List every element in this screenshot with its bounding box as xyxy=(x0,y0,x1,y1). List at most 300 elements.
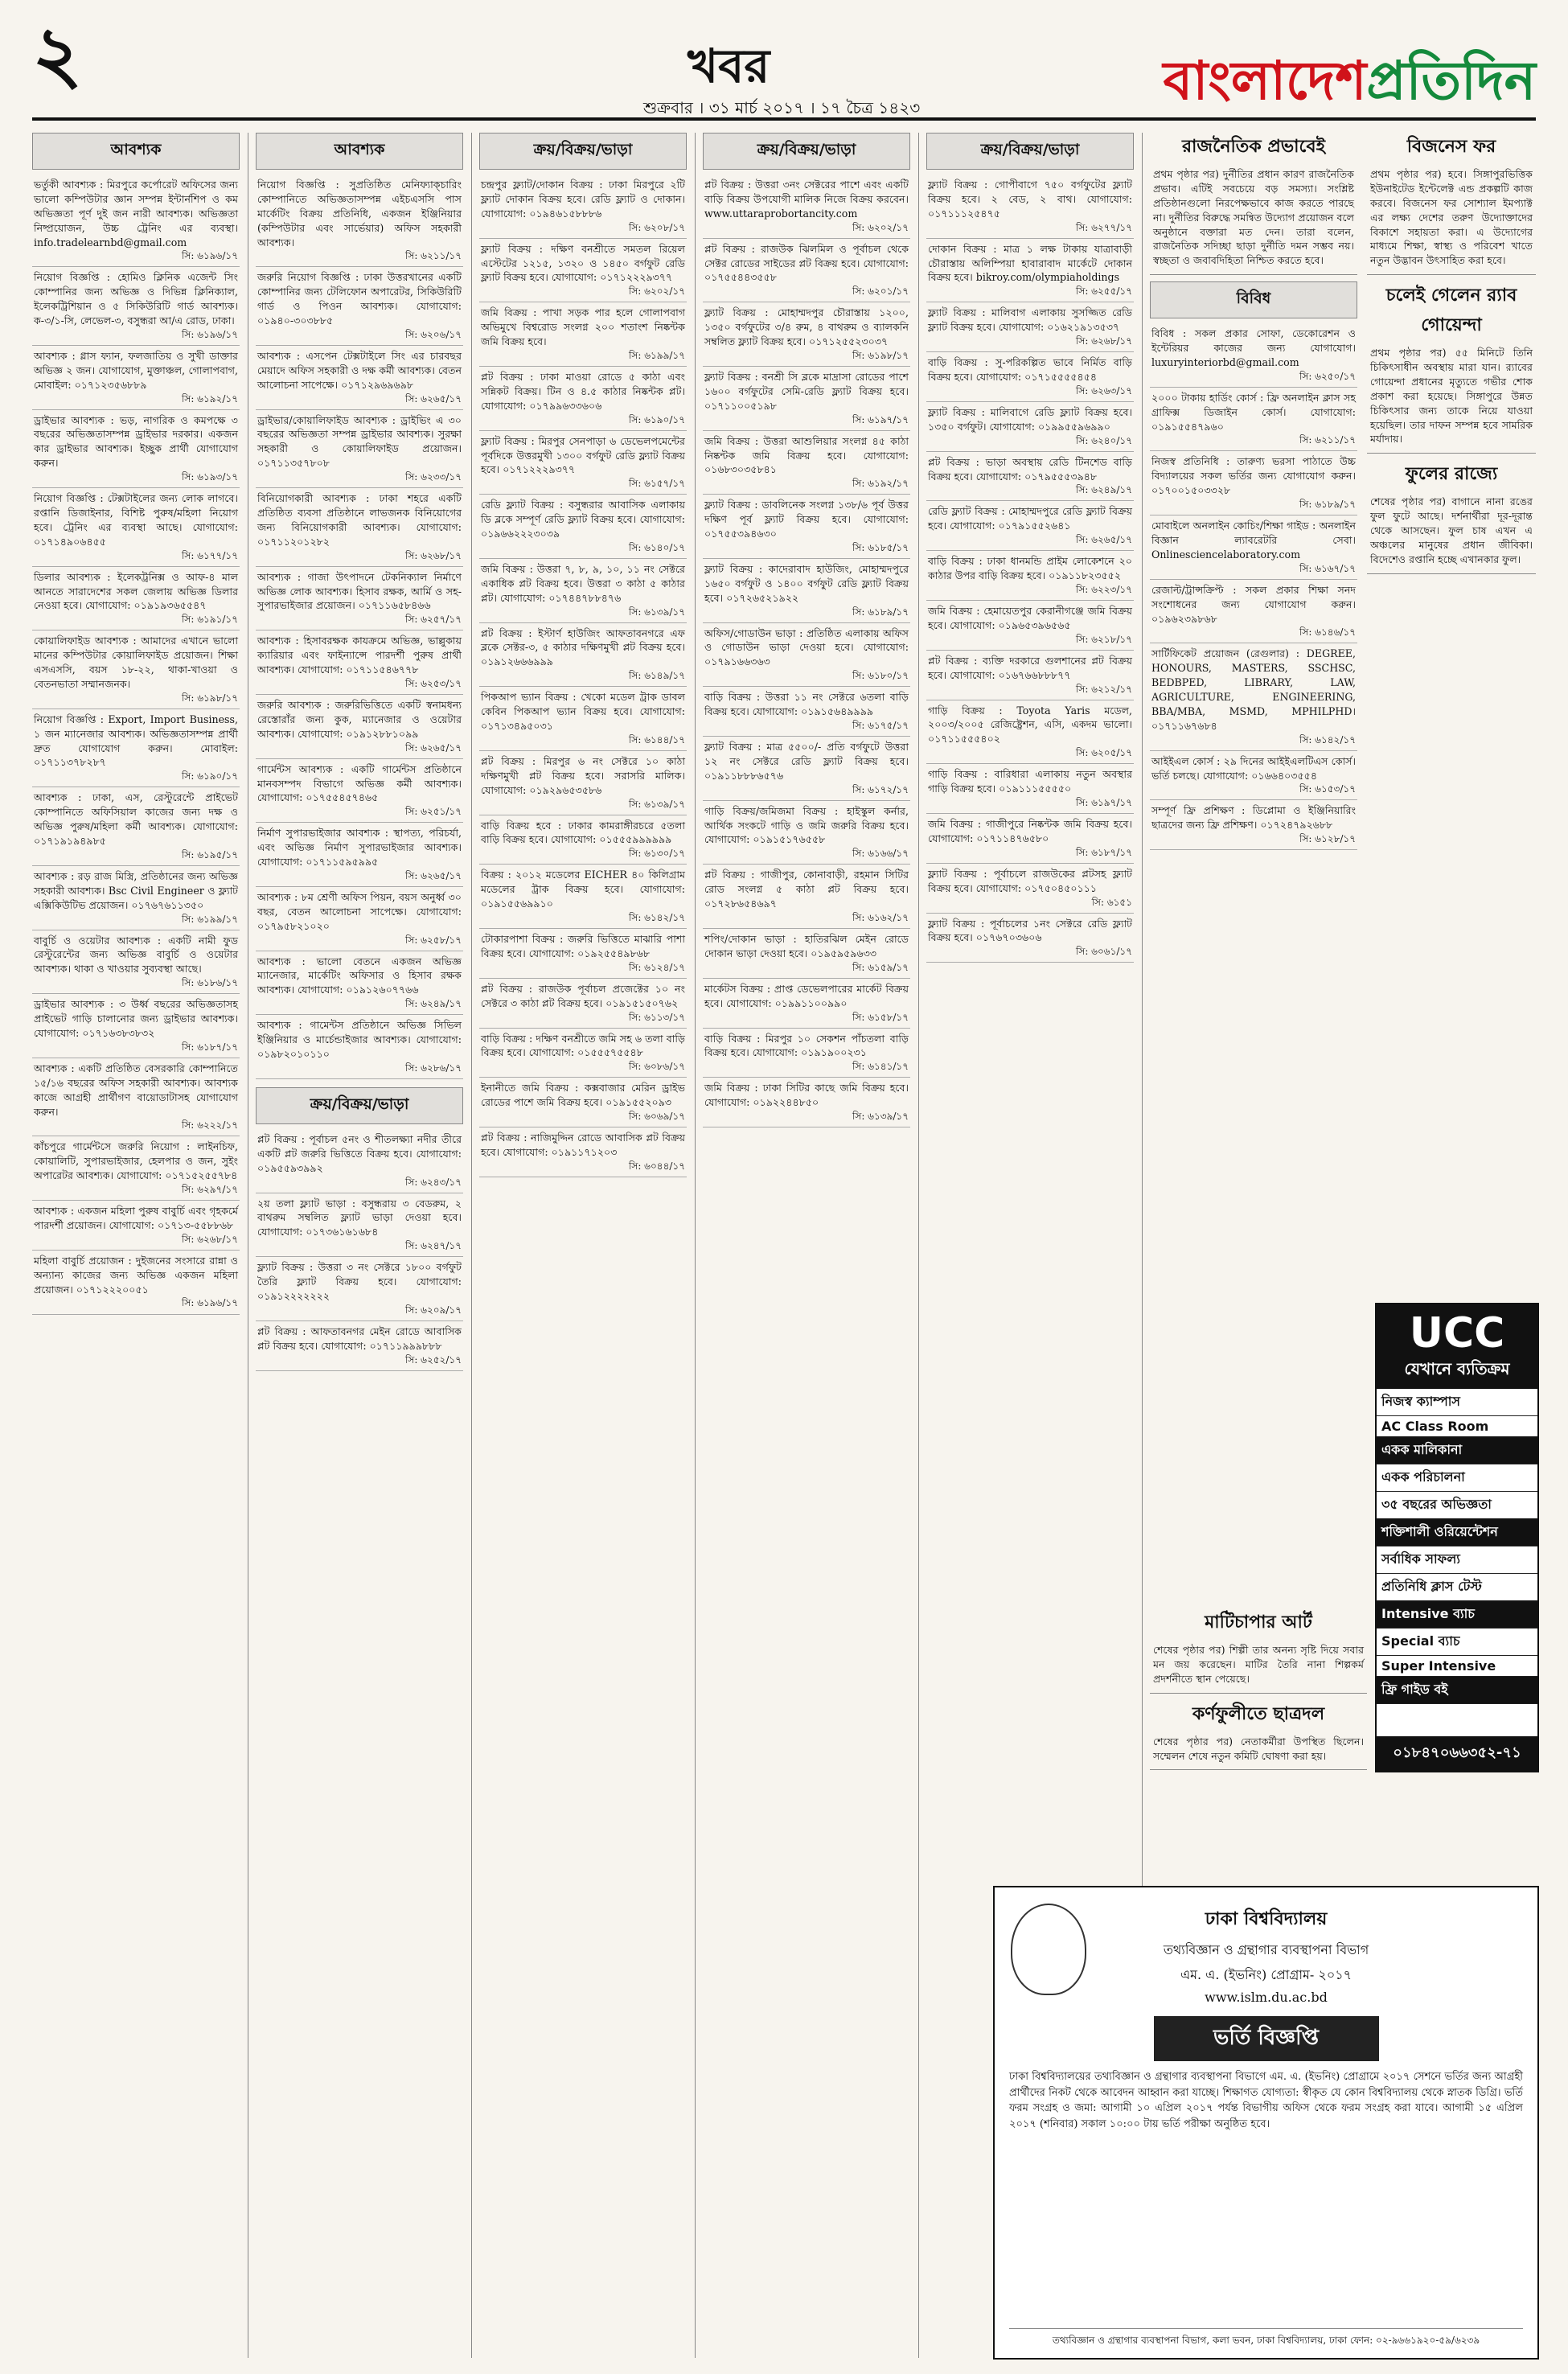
ad-reference: সি: ৬১৮৫/১৭ xyxy=(852,541,909,553)
classified-ad xyxy=(479,687,687,751)
ad-text: বিনিয়োগকারী আবশ্যক : ঢাকা শহরে একটি প্রতিষ্ঠিত ব্যবসা প্রতিষ্ঠানে লাভজনক বিনিয়োগের জন্য বিনিয়োগকারী আবশ্যক। যোগাযোগ: ০১৭১১২০১২৮২ xyxy=(257,492,462,548)
ad-text: ফ্ল্যাট বিক্রয় : মালিবাগ এলাকায় সুসজ্জিত রেডি ফ্ল্যাট বিক্রয় হবে। যোগাযোগ: ০১৬২১৯১৩৫৩৭ xyxy=(928,306,1132,334)
ad-reference: সি: ৬১৭২/১৭ xyxy=(852,783,909,795)
column-heading: আবশ্যক xyxy=(256,133,463,170)
ad-text: ফ্ল্যাট বিক্রয় : উত্তরা ৩ নং সেক্টরে ১৮০০ বর্গফুট তৈরি ফ্ল্যাট বিক্রয় হবে। যোগাযোগ: ০১৯১২২২২২২২ xyxy=(257,1261,462,1302)
ad-reference: সি: ৬২৬৩/১৭ xyxy=(1075,384,1132,396)
ad-reference: সি: ৬২১১/১৭ xyxy=(1299,434,1356,446)
ad-reference: সি: ৬২৫৫/১৭ xyxy=(1075,285,1132,298)
ad-reference: সি: ৬১৯৭/১৭ xyxy=(1075,796,1132,808)
ad-text: ২০০০ টাকায় হার্ডিং কোর্স : ফ্রি অনলাইন ক্লাস সহ গ্রাফিক্স ডিজাইন কোর্স। যোগাযোগ: ০১৯১৫৫৪৭৯৬০ xyxy=(1151,391,1356,433)
classified-ad xyxy=(479,751,687,815)
news-article xyxy=(1150,1700,1367,1771)
ad-text: ডিলার আবশ্যক : ইলেকট্রনিক্স ও আফ-৪ মাল আনতে সারাদেশের সকল জেলায় অভিজ্ঞ ডিলার নেওয়া হবে। যোগাযোগ: ০১৯১৯৩৬৫৫৪৭ xyxy=(34,570,238,612)
ad-reference: সি: ৬২৫৭/১৭ xyxy=(404,614,462,626)
ad-reference: সি: ৬২০২/১৭ xyxy=(628,285,685,298)
du-footer: তথ্যবিজ্ঞান ও গ্রন্থাগার ব্যবস্থাপনা বিভাগ, কলা ভবন, ঢাকা বিশ্ববিদ্যালয়, ঢাকা ফোন: ০২-৯৬৬১৯২০-৫৯/৬২৩৯ xyxy=(1009,2328,1523,2350)
ad-reference: সি: ৬১৫১ xyxy=(1091,896,1132,908)
ad-reference: সি: ৬২৫৮/১৭ xyxy=(404,934,462,946)
ad-text: বাড়ি বিক্রয় : উত্তরা ১১ নং সেক্টরে ৬তলা বাড়ি বিক্রয় হবে। যোগাযোগ: ০১৯১৫৬৪৯৯৯৯ xyxy=(704,691,909,718)
ad-text: আবশ্যক : ঢাকা, এস, রেস্টুরেন্টে প্রাইভেট কোম্পানিতে অফিসিয়াল কাজের জন্য দক্ষ ও অভিজ্ঞ পুরুষ/মহিলা কর্মী আবশ্যক। যোগাযোগ: ০১৭১৯১৯৪৯৮৫ xyxy=(34,791,238,847)
ad-text: ইনানীতে জমি বিক্রয় : কক্সবাজার মেরিন ড্রাইভ রোডের পাশে জমি বিক্রয় হবে। ০১৯১৫৫২০৯৩ xyxy=(481,1082,685,1109)
ad-reference: সি: ৬১৮৯/১৭ xyxy=(1299,499,1356,511)
column-news-lower xyxy=(1150,1608,1367,1875)
ad-text: সার্টিফিকেট প্রয়োজন (রেগুলার) : DEGREE, HONOURS, MASTERS, SSCHSC, BEDBPED, LIBRARY, LAW, AGRICULTURE, ENGINEERING, BBA/MBA, MSMD, MPHILPHD। ০১৭১১৬৭৬৮৪ xyxy=(1151,647,1356,732)
ucc-phone: ০১৮৪৭০৬৬৩৫২-৭১ xyxy=(1377,1736,1537,1771)
ad-text: ড্রাইভার/কোয়ালিফাইড আবশ্যক : ড্রাইভিং এ ৩০ বছরের অভিজ্ঞতা সম্পন্ন ড্রাইভার আবশ্যক। সুরক্ষা সহকারী ও কোয়ালিফাইড প্রয়োজন। ০১৭১১৩৫৭৮০৮ xyxy=(257,413,462,470)
ad-text: ফ্ল্যাট বিক্রয় : মাত্র ৫৫০০/- প্রতি বর্গফুটে উত্তরা ১২ নং সেক্টরে রেডি ফ্ল্যাট বিক্রয় হবে। ০১৯১১৮৮৮৬৫৭৬ xyxy=(704,741,909,782)
column-classified-4 xyxy=(703,133,910,2358)
classified-ad xyxy=(926,175,1134,239)
classified-ad xyxy=(479,367,687,431)
ad-reference: সি: ৬১৮৯/১৭ xyxy=(852,606,909,618)
ad-text: প্লট বিক্রয় : রাজউক পূর্বাচল প্রজেক্টের ১০ নং সেক্টরে ৩ কাঠা প্লট বিক্রয় হবে। ০১৯১৫১৫০৭৬২ xyxy=(481,982,685,1009)
ad-text: প্লট বিক্রয় : ঢাকা মাওয়া রোডে ৫ কাঠা এবং সন্নিকট বিক্রয়। টিন ও ৪.৫ কাঠার নিষ্কন্টক প্লট। যোগাযোগ: ০১৭৯৯৬৩৩৬০৬ xyxy=(481,370,685,412)
ad-text: নির্মাণ সুপারভাইজার আবশ্যক : স্থাপত্য, পরিচর্যা, এবং অভিজ্ঞ নির্মাণ সুপারভাইজার আবশ্যক। যোগাযোগ: ০১৭১১৫৯৫৯৯৫ xyxy=(257,827,462,869)
news-headline: চলেই গেলেন র‍্যাব গোয়েন্দা xyxy=(1385,285,1517,336)
ad-reference: সি: ৬২৪৩/১৭ xyxy=(404,1176,462,1188)
classified-ad xyxy=(926,651,1134,700)
classified-ad xyxy=(32,787,240,866)
ad-reference: সি: ৬২০৮/১৭ xyxy=(628,221,685,233)
ad-reference: সি: ৬১৫৩/১৭ xyxy=(1299,783,1356,795)
ad-reference: সি: ৬২৬৫/১৭ xyxy=(1075,534,1132,546)
ad-text: ফ্ল্যাট বিক্রয় : বনশ্রী সি ব্লকে মাদ্রাসা রোডের পাশে ১৬০০ বর্গফুটের সেমি-রেডি ফ্ল্যাট বিক্রয় হবে। ০১৭১১০০৫১৯৮ xyxy=(704,370,909,412)
column-classified-2 xyxy=(256,133,463,2358)
classified-ad xyxy=(703,175,910,239)
news-body: প্রথম পৃষ্ঠার পর) দুর্নীতির প্রধান কারণ রাজনৈতিক প্রভাব। এটিই সবচেয়ে বড় সমস্যা। সংশ্লিষ্ট প্রতিষ্ঠানগুলো নিরপেক্ষভাবে কাজ করতে পারছে না। দুর্নীতির বিরুদ্ধে সমন্বিত উদ্যোগ প্রয়োজন বলে অনুষ্ঠানে বক্তারা মত দেন। তারা বলেন, রাজনৈতিক সদিচ্ছা ছাড়া দুর্নীতি দমন সম্ভব নয়। স্বচ্ছতা ও জবাবদিহিতা নিশ্চিত করতে হবে। xyxy=(1153,168,1354,267)
ad-text: জমি বিক্রয় : হেমায়েতপুর কেরানীগঞ্জে জমি বিক্রয় হবে। যোগাযোগ: ০১৯৬৫৩৯৬৫৬৫ xyxy=(928,605,1132,631)
news-article xyxy=(1367,133,1536,275)
ad-text: দোকান বিক্রয় : মাত্র ১ লক্ষ টাকায় যাত্রাবাড়ী চৌরাস্তায় অলিম্পিয়া হাবারাবাদ মার্কেটে দোকান বিক্রয় হবে। bikroy.com/olympiaholdings xyxy=(928,242,1132,284)
ad-text: জরুরি আবশ্যক : জরুরিভিত্তিতে একটি স্বনামধন্য রেস্তোরাঁর জন্য কুক, ম্যানেজার ও ওয়েটার আবশ্যক। যোগাযোগ: ০১৯১২৮৮১০৯৯ xyxy=(257,698,462,740)
classified-ad xyxy=(32,1201,240,1251)
ad-reference: সি: ৬২২২/১৭ xyxy=(181,1119,238,1132)
ad-text: ফ্ল্যাট বিক্রয় : মালিবাগে রেডি ফ্ল্যাট বিক্রয় হবে। ১৩৫০ বর্গফুট। যোগাযোগ: ০১৯৯৫৫৯৬৯৯০ xyxy=(928,405,1132,433)
classified-ad xyxy=(256,695,463,759)
news-article xyxy=(1367,281,1536,454)
masthead-rule xyxy=(32,117,1536,121)
ad-reference: সি: ৬১৯৫/১৭ xyxy=(181,848,238,860)
classified-ad xyxy=(479,175,687,239)
ad-text: প্লট বিক্রয় : পূর্বাচল ৫নং ও শীতলক্ষ্যা নদীর তীরে একটি প্লট জরুরি ভিত্তিতে বিক্রয় হবে। যোগাযোগ: ০১৯৫৫৯৩৯৯২ xyxy=(257,1132,462,1174)
ad-text: রেডি ফ্ল্যাট বিক্রয় : মোহাম্মদপুরে রেডি ফ্ল্যাট বিক্রয় হবে। যোগাযোগ: ০১৭৯১৫৫২৬৪১ xyxy=(928,505,1132,532)
ad-text: জমি বিক্রয় : ঢাকা সিটির কাছে জমি বিক্রয় হবে। যোগাযোগ: ০১৯২২৪৪৮৫০ xyxy=(704,1082,909,1109)
classified-ad xyxy=(32,930,240,995)
ad-reference: সি: ৬১৩৯/১৭ xyxy=(628,798,685,810)
ad-reference: সি: ৬১৪২/১৭ xyxy=(1299,733,1356,745)
classified-ad xyxy=(703,1078,910,1127)
classified-ad xyxy=(926,764,1134,814)
column-classified-3 xyxy=(479,133,687,2358)
ucc-advertisement xyxy=(1375,1303,1539,1772)
news-article xyxy=(1150,133,1357,275)
du-admission-ad xyxy=(993,1886,1539,2360)
classified-ad xyxy=(479,815,687,865)
ad-text: বাবুর্চি ও ওয়েটার আবশ্যক : একটি নামী ফুড রেস্টুরেন্টের জন্য অভিজ্ঞ বাবুর্চি ও ওয়েটার আবশ্যক। থাকা ও খাওয়ার সুব্যবস্থা আছে। xyxy=(34,934,238,975)
ad-reference: সি: ৬১৪২/১৭ xyxy=(628,911,685,923)
ucc-tagline: যেখানে ব্যতিক্রম xyxy=(1377,1357,1537,1389)
du-body: ঢাকা বিশ্ববিদ্যালয়ের তথ্যবিজ্ঞান ও গ্রন্থাগার ব্যবস্থাপনা বিভাগে এম. এ. (ইভনিং) প্রোগ্রামে ২০১৭ সেশনে ভর্তির জন্য আগ্রহী প্রার্থীদের নিকট থেকে আবেদন আহ্বান করা যাচ্ছে। শিক্ষাগত যোগ্যতা: স্বীকৃত যে কোন বিশ্ববিদ্যালয় থেকে স্নাতক ডিগ্রি। ভর্তি ফরম সংগ্রহ ও জমা: আগামী ১০ এপ্রিল ২০১৭ পর্যন্ত বিভাগীয় অফিস থেকে ফরম সংগ্রহ করা যাবে। আগামী ১৫ এপ্রিল ২০১৭ (শনিবার) সকাল ১০:০০ টায় ভর্তি পরীক্ষা অনুষ্ঠিত হবে। xyxy=(1009,2071,1523,2130)
classified-ad xyxy=(703,929,910,979)
news-body: শেষের পৃষ্ঠার পর) নেতাকর্মীরা উপস্থিত ছিলেন। সম্মেলন শেষে নতুন কমিটি ঘোষণা করা হয়। xyxy=(1153,1735,1364,1762)
ad-text: ফ্ল্যাট বিক্রয় : পূর্বাচলের ১নং সেক্টরে রেডি ফ্ল্যাট বিক্রয় হবে। ০১৭৬৭০৩৬০৬ xyxy=(928,917,1132,944)
ad-reference: সি: ৬২৪০/১৭ xyxy=(1075,434,1132,446)
ucc-feature-item: প্রতিনিধি ক্লাস টেস্ট xyxy=(1377,1574,1537,1601)
ad-text: আবশ্যক : একটি প্রতিষ্ঠিত বেসরকারি কোম্পানিতে ১৫/১৬ বছরের অফিস সহকারী আবশ্যক। আবশ্যক কাজে আগ্রহী প্রার্থীগণ বায়োডাটাসহ যোগাযোগ করুন। xyxy=(34,1062,238,1118)
classified-ad xyxy=(479,302,687,367)
du-program: এম. এ. (ইভনিং) প্রোগ্রাম- ২০১৭ xyxy=(1180,1967,1353,1982)
classified-ad xyxy=(926,452,1134,502)
classified-ad xyxy=(256,759,463,824)
classified-ad xyxy=(479,1078,687,1127)
ad-text: ড্রাইভার আবশ্যক : ভড়, নাগরিক ও কমপক্ষে ৩ বছরের অভিজ্ঞতাসম্পন্ন ড্রাইভার দরকার। একজন কার ড্রাইভার আবশ্যক। ইচ্ছুক প্রার্থী যোগাযোগ করুন। xyxy=(34,413,238,470)
classified-ad xyxy=(479,865,687,929)
column-heading: ক্রয়/বিক্রয়/ভাড়া xyxy=(703,133,910,170)
classified-ad xyxy=(926,601,1134,651)
ucc-feature-item: শক্তিশালী ওরিয়েন্টেশন xyxy=(1377,1519,1537,1546)
ad-reference: সি: ৬২৬৫/১৭ xyxy=(404,869,462,881)
ad-reference: সি: ৬০৬৯/১৭ xyxy=(628,1111,685,1123)
classified-ad xyxy=(32,1058,240,1137)
du-website: www.islm.du.ac.bd xyxy=(1205,1990,1328,2005)
classified-ad xyxy=(32,410,240,489)
ad-reference: সি: ৬১৯৬/১৭ xyxy=(181,328,238,340)
ad-text: বিক্রয় : ২০১২ মডেলের EICHER ৪০ কিলিগ্রাম মডেলের ট্রাক বিক্রয় হবে। যোগাযোগ: ০১৯১৫৫৬৯৯১০ xyxy=(481,869,685,910)
ad-text: আবশ্যক : একজন মহিলা পুরুষ বাবুর্চি এবং গৃহকর্মে পারদর্শী প্রয়োজন। যোগাযোগ: ০১৭১৩-৫৫৮৮৬৮ xyxy=(34,1205,238,1231)
ad-reference: সি: ৬১৫৮/১৭ xyxy=(852,1011,909,1023)
column-classified-1 xyxy=(32,133,240,2358)
ad-reference: সি: ৬১৫৯/১৭ xyxy=(852,961,909,973)
classified-ad xyxy=(1150,751,1357,801)
du-title: ঢাকা বিশ্ববিদ্যালয় xyxy=(1205,1908,1328,1929)
ucc-feature-item: একক মালিকানা xyxy=(1377,1437,1537,1464)
ad-reference: সি: ৬২৫০/১৭ xyxy=(1299,370,1356,382)
classified-ad xyxy=(479,929,687,979)
ad-reference: সি: ৬২৮৬/১৭ xyxy=(404,1062,462,1074)
classified-ad xyxy=(479,559,687,623)
ad-reference: সি: ৬২১১/১৭ xyxy=(404,250,462,262)
classified-ad xyxy=(256,1321,463,1371)
ad-text: বাড়ি বিক্রয় : মিরপুর ১০ সেকশন পাঁচতলা বাড়ি বিক্রয় হবে। যোগাযোগ: ০১৯১৯০০২৩১ xyxy=(704,1032,909,1059)
ad-text: কোয়ালিফাইড আবশ্যক : আমাদের এখানে ভালো মানের কম্পিউটার কোয়ালিফাইড প্রয়োজন। শিক্ষা এসএসসি, বয়স ১৮-২২, থাকা-খাওয়া ও বেতনভাতা সম্মানজনক। xyxy=(34,635,238,690)
ucc-feature-item: একক পরিচালনা xyxy=(1377,1464,1537,1492)
ad-reference: সি: ৬১৯৭/১৭ xyxy=(852,413,909,425)
ad-text: আবশ্যক : গ্লাস ফ্যান, ফলজাতিয় ও সুখী ডাক্তার অভিজ্ঞ ২ জন। যোগাযোগ, মুক্তাঞ্চল, গোলাপবাগ, মোবাইল: ০১৭১২৩৫৬৮৮৯ xyxy=(34,349,238,391)
classified-ad xyxy=(703,865,910,929)
ad-reference: সি: ৬২২৩/১৭ xyxy=(1075,583,1132,595)
news-headline: মাটিচাপার আর্ট xyxy=(1205,1612,1312,1633)
news-headline: রাজনৈতিক প্রভাবেই xyxy=(1181,136,1326,157)
ad-reference: সি: ৬১৭৭/১৭ xyxy=(181,549,238,561)
ad-reference: সি: ৬১২৪/১৭ xyxy=(628,961,685,973)
ad-reference: সি: ৬২১৮/১৭ xyxy=(1075,633,1132,645)
classified-ad xyxy=(32,994,240,1058)
ad-reference: সি: ৬২০১/১৭ xyxy=(852,285,909,298)
classified-ad xyxy=(926,239,1134,303)
ad-reference: সি: ৬২০৫/১৭ xyxy=(1075,747,1132,759)
classified-ad xyxy=(1150,643,1357,750)
classified-ad xyxy=(703,801,910,865)
classified-ad xyxy=(32,866,240,930)
ad-reference: সি: ৬২৬৫/১৭ xyxy=(404,392,462,405)
column-heading: বিবিধ xyxy=(1150,281,1357,318)
ucc-logo: UCC xyxy=(1377,1304,1537,1357)
ad-reference: সি: ৬০৪৪/১৭ xyxy=(628,1160,685,1172)
ad-reference: সি: ৬১২৮/১৭ xyxy=(1299,833,1356,845)
classified-ad xyxy=(32,488,240,567)
ucc-feature-item: নিজস্ব ক্যাম্পাস xyxy=(1377,1389,1537,1416)
classified-ad xyxy=(926,914,1134,963)
ad-reference: সি: ৬১৬২/১৭ xyxy=(852,911,909,923)
classified-ad xyxy=(1150,451,1357,515)
ad-reference: সি: ৬২৭৭/১৭ xyxy=(1075,221,1132,233)
column-heading: আবশ্যক xyxy=(32,133,240,170)
classified-ad xyxy=(479,431,687,495)
ad-reference: সি: ৬১৪৬/১৭ xyxy=(1299,626,1356,639)
ad-text: আবশ্যক : এসপেন টেক্সটাইলে সিং এর চারবছর মেয়াদে অফিস সহকারী ও দক্ষ কর্মী আবশ্যক। বেতন আলোচনা সাপেক্ষে। ০১৭১২৯৬৯৬৯৮ xyxy=(257,349,462,391)
classified-ad xyxy=(256,346,463,410)
classified-ad xyxy=(256,951,463,1016)
column-divider xyxy=(918,133,919,2358)
ad-text: জমি বিক্রয় : উত্তরা আশুলিয়ার সংলগ্ন ৪৫ কাঠা নিষ্কন্টক জমি বিক্রয় হবে। যোগাযোগ: ০১৬৮৩০৩৫৮৪১ xyxy=(704,434,909,476)
ad-text: ড্রাইভার আবশ্যক : ৩ উর্ধ্ব বছরের অভিজ্ঞতাসহ প্রাইভেট গাড়ি চালানোর জন্য ড্রাইভার আবশ্যক। যোগাযোগ: ০১৭১৬৩৮৩৮৩২ xyxy=(34,998,238,1039)
classified-ad xyxy=(703,979,910,1029)
classified-ad xyxy=(479,239,687,303)
du-banner: ভর্তি বিজ্ঞপ্তি xyxy=(1154,2016,1379,2061)
classified-ad xyxy=(703,623,910,688)
ad-reference: সি: ৬১৯২/১৭ xyxy=(181,392,238,405)
classified-ad xyxy=(926,864,1134,914)
ad-reference: সি: ৬১৩৯/১৭ xyxy=(852,1111,909,1123)
classified-ad xyxy=(32,267,240,346)
classified-ad xyxy=(256,1015,463,1079)
ad-text: সম্পূর্ণ ফ্রি প্রশিক্ষণ : ডিপ্লোমা ও ইঞ্জিনিয়ারিং ছাত্রদের জন্য ফ্রি প্রশিক্ষণ। ০১৭২৪৭৯২৬৮৮ xyxy=(1151,804,1356,832)
ad-text: আবশ্যক : গাজা উৎপাদনে টেকনিক্যাল নির্মাণে অভিজ্ঞ লোক আবশ্যক। হিসাব রক্ষক, আর্মি ও সহ-সুপারভাইজার প্রয়োজন। ০১৭১১৬৫৮৪৬৬ xyxy=(257,570,462,612)
classified-ad xyxy=(926,402,1134,452)
ad-text: বাড়ি বিক্রয় হবে : ঢাকার কামরাঙ্গীরচরে ৫তলা বাড়ি বিক্রয় হবে। যোগাযোগ: ০১৫৫৫৯৯৯৯৯৯ xyxy=(481,819,685,846)
ad-text: গাড়ি বিক্রয় : Toyota Yaris মডেল, ২০০৩/২০০৫ রেজিষ্ট্রেশন, এসি, একদম ভালো। ০১৭১১৫৫৫৪০২ xyxy=(928,704,1132,745)
ad-reference: সি: ৬১৯৮/১৭ xyxy=(181,692,238,704)
classified-ad xyxy=(703,367,910,431)
classified-ad xyxy=(256,488,463,567)
ad-reference: সি: ৬১৯৩/১৭ xyxy=(181,471,238,483)
ad-text: নিজস্ব প্রতিনিধি : তারুণ্য ভরসা পাঠাতে উচ্চ বিদ্যালয়ের সকল ভর্তির জন্য যোগাযোগ করুন। ০১৭০০১৫০৩৩২৮ xyxy=(1151,455,1356,497)
classified-ad xyxy=(703,1029,910,1078)
ad-text: ফ্ল্যাট বিক্রয় : গোপীবাগে ৭৫০ বর্গফুটের ফ্ল্যাট বিক্রয় হবে। ২ বেড, ২ বাথ। যোগাযোগ: ০১৭১১১২৫৪৭৫ xyxy=(928,179,1132,220)
ad-text: প্লট বিক্রয় : ভাড়া অবস্থায় রেডি টিনশেড বাড়ি বিক্রয় হবে। যোগাযোগ: ০১৭৯৫৫৫৩৯৪৮ xyxy=(928,455,1132,483)
ad-reference: সি: ৬১৯৯/১৭ xyxy=(181,913,238,925)
ad-text: টোকারপাশা বিক্রয় : জরুরি ভিত্তিতে মাঝারি পাশা বিক্রয় হবে। যোগাযোগ: ০১৯২৫৫৪৯৮৬৮ xyxy=(481,933,685,959)
ad-reference: সি: ৬১৮০/১৭ xyxy=(852,670,909,682)
ad-reference: সি: ৬২০৬/১৭ xyxy=(404,328,462,340)
classified-ad xyxy=(926,302,1134,352)
ad-reference: সি: ৬২৪৭/১৭ xyxy=(404,1240,462,1252)
ad-text: গাড়ি বিক্রয় : বারিধারা এলাকায় নতুন অবস্থার গাড়ি বিক্রয় হবে। ০১৯১১১৫৫৫৫০ xyxy=(928,768,1132,795)
dateline: শুক্রবার । ৩১ মার্চ ২০১৭ । ১৭ চৈত্র ১৪২৩ xyxy=(643,98,921,117)
classified-ad xyxy=(479,1029,687,1078)
news-body: শেষের পৃষ্ঠার পর) শিল্পী তার অনন্য সৃষ্টি দিয়ে সবার মন জয় করেছেন। মাটির তৈরি নানা শিল্পকর্ম প্রদর্শনীতে স্থান পেয়েছে। xyxy=(1153,1644,1364,1685)
brand-part-2: প্রতিদিন xyxy=(1366,50,1536,112)
news-headline: কর্ণফুলীতে ছাত্রদল xyxy=(1192,1702,1325,1724)
column-heading: ক্রয়/বিক্রয়/ভাড়া xyxy=(926,133,1134,170)
ad-reference: সি: ৬২৬৮/১৭ xyxy=(1075,335,1132,347)
ad-reference: সি: ৬১৬৭/১৭ xyxy=(1299,562,1356,574)
ad-reference: সি: ৬১৪৯/১৭ xyxy=(628,670,685,682)
ad-text: আবশ্যক : রড় রাজ মিস্ত্রি, প্রতিষ্ঠানের জন্য অভিজ্ঞ সহকারী আবশ্যক। Bsc Civil Engineer ও ফ্ল্যাট এক্সিকিউটিভ প্রয়োজন। ০১৭৬৭৬১১৩৫০ xyxy=(34,869,238,911)
ad-text: মহিলা বাবুর্চি প্রয়োজন : দুইজনের সংসারে রান্না ও অন্যান্য কাজের জন্য অভিজ্ঞ একজন মহিলা প্রয়োজন। ০১৭১২২২০০৫১ xyxy=(34,1254,238,1296)
classified-ad xyxy=(256,567,463,631)
classified-ad xyxy=(256,1129,463,1193)
news-body: প্রথম পৃষ্ঠার পর) ৫৫ মিনিটে তিনি চিকিৎসাধীন অবস্থায় মারা যান। র‍্যাবের গোয়েন্দা প্রধানের মৃত্যুতে গভীর শোক প্রকাশ করা হয়েছে। সিঙ্গাপুরে উন্নত চিকিৎসার জন্য তাকে নিয়ে যাওয়া হয়েছিল। তার দাফন সম্পন্ন হবে সামরিক মর্যাদায়। xyxy=(1370,347,1533,446)
ad-reference: সি: ৬১৪৪/১৭ xyxy=(628,733,685,745)
ad-text: জমি বিক্রয় : পাখা সড়ক পার হলে গোলাপবাগ অভিমুখে বিশ্বরোড সংলগ্ন ২০০ শতাংশ নিষ্কন্টক জমি বিক্রয় হবে। xyxy=(481,306,685,348)
classified-ad xyxy=(256,410,463,489)
ad-reference: সি: ৬২৬৮/১৭ xyxy=(181,1233,238,1245)
classified-ad xyxy=(1150,800,1357,850)
ad-text: পিকআপ ভ্যান বিক্রয় : খেকো মডেল ট্রাক ডাবল কেবিন পিকআপ ভ্যান বিক্রয় হবে। যোগাযোগ: ০১৭১৩৪৯৫০৩১ xyxy=(481,691,685,732)
ad-text: প্লট বিক্রয় : ইস্টার্ণ হাউজিং আফতাবনগরে এফ ব্লকে সেক্টর-৩, ৫ কাঠার দক্ষিণমুখী প্লট বিক্রয় হবে। ০১৯১২৬৬৬৯৯৯ xyxy=(481,626,685,668)
ad-text: জমি বিক্রয় : গাজীপুরে নিষ্কন্টক জমি বিক্রয় হবে। যোগাযোগ: ০১৭১১৪৭৬৫৮০ xyxy=(928,818,1132,844)
classified-ad xyxy=(703,431,910,495)
ad-reference: সি: ৬১৫৭/১৭ xyxy=(628,478,685,490)
ucc-feature-item: সর্বাধিক সাফল্য xyxy=(1377,1546,1537,1574)
classified-ad xyxy=(479,623,687,688)
ad-reference: সি: ৬২৬৫/১৭ xyxy=(404,741,462,754)
ucc-feature-item: Super Intensive xyxy=(1377,1656,1537,1677)
section-title: খবর xyxy=(688,39,770,93)
ad-reference: সি: ৬১৯৮/১৭ xyxy=(852,349,909,361)
ad-reference: সি: ৬০৬১/১৭ xyxy=(1075,946,1132,958)
ad-text: রেজাল্ট/ট্রান্সক্রিপ্ট : সকল প্রকার শিক্ষা সনদ সংশোধনের জন্য যোগাযোগ করুন। ০১৯৬২৩৯৮৬৮ xyxy=(1151,583,1356,625)
column-divider xyxy=(695,133,696,2358)
ad-text: রেডি ফ্ল্যাট বিক্রয় : বসুন্ধরার আবাসিক এলাকায় ডি ব্লকে সম্পূর্ণ রেডি ফ্ল্যাট বিক্রয় হবে। যোগাযোগ: ০১৯৬৬২২২৩০৩৯ xyxy=(481,499,685,540)
news-body: প্রথম পৃষ্ঠার পর) হবে। সিঙ্গাপুরভিত্তিক ইউনাইটেড ইন্টেলেক্ট এন্ড প্রকল্পটি কাজ করবে। বিজনেস ফর সোশ্যাল ইমপ্যাক্ট এর লক্ষ্য দেশের তরুণ উদ্যোক্তাদের বিকাশে সহায়তা করা। এ উদ্যোগের মাধ্যমে শিক্ষা, স্বাস্থ্য ও পরিবেশ খাতে নতুন উদ্ভাবন উৎসাহিত করা হবে। xyxy=(1370,168,1533,267)
ad-text: ফ্ল্যাট বিক্রয় : পূর্বাচলে রাজউকের প্লটসহ ফ্ল্যাট বিক্রয় হবে। যোগাযোগ: ০১৭৫০৪৫০১১১ xyxy=(928,867,1132,894)
classified-ad xyxy=(703,302,910,367)
ad-reference: সি: ৬১৭৫/১৭ xyxy=(852,720,909,731)
ad-reference: সি: ৬১৯২/১৭ xyxy=(852,478,909,490)
column-news-right xyxy=(1367,133,1536,1296)
classified-ad xyxy=(256,887,463,951)
ad-text: গাড়ি বিক্রয়/জমিজমা বিক্রয় : হাইস্কুল কর্নার, আর্থিক সংকটে গাড়ি ও জমি জরুরি বিক্রয় হবে। যোগাযোগ: ০১৯১৫১৭৬৫৫৮ xyxy=(704,804,909,846)
classified-ad xyxy=(479,1127,687,1177)
ad-text: ফ্ল্যাট বিক্রয় : ডাবলিনেক সংলগ্ন ১৩৮/৬ পূর্ব উত্তর দক্ষিণ পূর্ব ফ্ল্যাট বিক্রয় হবে। যোগাযোগ: ০১৭৫৫৩৯৪৬৩০ xyxy=(704,499,909,540)
column-divider xyxy=(471,133,472,2358)
news-article xyxy=(1150,1608,1367,1694)
news-headline: ফুলের রাজ্যে xyxy=(1405,463,1498,485)
classified-ad xyxy=(32,175,240,267)
classified-ad xyxy=(479,495,687,559)
ad-text: প্লট বিক্রয় : উত্তরা ৩নং সেক্টরের পাশে এবং একটি বাড়ি বিক্রয় উপযোগী মালিক নিজে বিক্রয় করবেন। www.uttaraprobortancity.com xyxy=(704,179,909,220)
classified-ad xyxy=(926,551,1134,601)
ad-reference: সি: ৬১৯০/১৭ xyxy=(181,770,238,782)
ad-text: নিয়োগ বিজ্ঞপ্তি : Export, Import Business, ১ জন ম্যানেজার আবশ্যক। অভিজ্ঞতাসম্পন্ন প্রার্থী দ্রুত যোগাযোগ করুন। মোবাইল: ০১৭১১৩৭৮২৮৭ xyxy=(34,713,238,769)
ad-text: আবশ্যক : ভালো বেতনে একজন অভিজ্ঞ ম্যানেজার, মার্কেটিং অফিসার ও হিসাব রক্ষক আবশ্যক। যোগাযোগ: ০১৯১২৬০৭৭৬৬ xyxy=(257,955,462,996)
page-number: ২ xyxy=(32,9,83,100)
ad-reference: সি: ৬২৯৭/১৭ xyxy=(181,1184,238,1196)
ad-text: ফ্ল্যাট বিক্রয় : কাদেরাবাদ হাউজিং, মোহাম্মদপুরে ১৬৫০ বর্গফুট ও ১৪০০ বর্গফুট রেডি ফ্ল্যাট বিক্রয় হবে। ০১৭২৬৫২১৯২২ xyxy=(704,562,909,604)
classified-ad xyxy=(1150,388,1357,452)
ad-text: প্লট বিক্রয় : মিরপুর ৬ নং সেক্টরে ১০ কাঠা দক্ষিণমুখী প্লট বিক্রয় হবে। সরাসরি মালিক। যোগাযোগ: ০১৯২৯৬৫৩৫৮৬ xyxy=(481,754,685,796)
news-article xyxy=(1367,460,1536,573)
classified-ad xyxy=(256,823,463,887)
ad-text: অফিস/গোডাউন ভাড়া : প্রতিষ্ঠিত এলাকায় অফিস ও গোডাউন ভাড়া দেওয়া হবে। যোগাযোগ: ০১৭৯১৬৬৩৬৩ xyxy=(704,626,909,668)
ucc-feature-item: ফ্রি গাইড বই xyxy=(1377,1677,1537,1704)
ad-reference: সি: ৬১৪১/১৭ xyxy=(852,1061,909,1073)
ad-text: আবশ্যক : হিসাবরক্ষক কাযক্রমে অভিজ্ঞ, ভাল্লুকায় ক্যারিয়ার এবং ফাইন্যান্সে পারদর্শী পুরুষ প্রার্থী আবশ্যক। যোগাযোগ: ০১৭১১৫৪৬৭৭৮ xyxy=(257,635,462,676)
classified-ad xyxy=(1150,515,1357,580)
ad-text: বাড়ি বিক্রয় : ঢাকা ধানমন্ডি প্রাইম লোকেশনে ২০ কাঠার উপর বাড়ি বিক্রয় হবে। ০১৯১১৮২৩৫৫২ xyxy=(928,555,1132,582)
ucc-feature-item: ৩৫ বছরের অভিজ্ঞতা xyxy=(1377,1492,1537,1519)
classified-ad xyxy=(703,687,910,737)
column-heading: ক্রয়/বিক্রয়/ভাড়া xyxy=(256,1087,463,1124)
classified-ad xyxy=(926,501,1134,551)
classified-ad xyxy=(926,814,1134,864)
ad-text: ফ্ল্যাট বিক্রয় : দক্ষিণ বনশ্রীতে সমতল রিয়েল এস্টেটের ১২১৫, ১৩২০ ও ১৪৫০ বর্গফুট রেডি ফ্ল্যাট বিক্রয় হবে। যোগাযোগ: ০১৭১২২২৯৩৭৭ xyxy=(481,242,685,284)
ad-reference: সি: ৬১৮৭/১৭ xyxy=(1075,846,1132,858)
ad-text: নিয়োগ বিজ্ঞপ্তি : সুপ্রতিষ্ঠিত মেনিফ্যাক্চারিং কোম্পানিতে অভিজ্ঞতাসম্পন্ন এইচএসসি পাস মার্কেটিং বিক্রয় প্রতিনিধি, একজন ইঞ্জিনিয়ার (কম্পিউটার এবং সার্ভেয়ার) অফিস সহকারী আবশ্যক। xyxy=(257,179,462,248)
ad-reference: সি: ৬১৯০/১৭ xyxy=(628,413,685,425)
ad-text: চন্দ্রপুর ফ্ল্যাট/দোকান বিক্রয় : ঢাকা মিরপুরে ২টি ফ্ল্যাট দোকান বিক্রয় হবে। রেডি ফ্ল্যাট ও দোকান। যোগাযোগ: ০১৯৪৬১৫৮৮৮৬ xyxy=(481,179,685,220)
ad-reference: সি: ৬২৫১/১৭ xyxy=(404,806,462,818)
ad-text: শপিং/দোকান ভাড়া : হাতিরঝিল মেইন রোডে দোকান ভাড়া দেওয়া হবে। ০১৯৫৯৫৯৬৩৩ xyxy=(704,933,909,959)
ad-reference: সি: ৬১৮৭/১৭ xyxy=(181,1041,238,1053)
classified-ad xyxy=(256,1257,463,1321)
ad-reference: সি: ৬২০২/১৭ xyxy=(852,221,909,233)
classified-ad xyxy=(32,1136,240,1201)
column-heading: ক্রয়/বিক্রয়/ভাড়া xyxy=(479,133,687,170)
ad-reference: সি: ৬২৩৩/১৭ xyxy=(404,471,462,483)
classified-ad xyxy=(926,352,1134,402)
classified-ad xyxy=(32,567,240,631)
classified-ad xyxy=(1150,580,1357,644)
classified-ad xyxy=(1150,323,1357,388)
news-body: শেষের পৃষ্ঠার পর) বাগানে নানা রঙের ফুল ফুটে আছে। দর্শনার্থীরা দূর-দূরান্ত থেকে আসছেন। ফুল চাষ এখন এ অঞ্চলের মানুষের প্রধান জীবিকা। বিদেশেও রপ্তানি হচ্ছে এখানকার ফুল। xyxy=(1370,495,1533,565)
ad-text: ২য় তলা ফ্ল্যাট ভাড়া : বসুন্ধরায় ৩ বেডরুম, ২ বাথরুম সম্বলিত ফ্ল্যাট ভাড়া দেওয়া হবে। যোগাযোগ: ০১৭৩৬১৬১৬৮৪ xyxy=(257,1197,462,1238)
ad-text: প্লট বিক্রয় : আফতাবনগর মেইন রোডে আবাসিক প্লট বিক্রয় হবে। যোগাযোগ: ০১৭১১৯৯৯৮৮৮ xyxy=(257,1325,462,1352)
ad-text: নিয়োগ বিজ্ঞপ্তি : হোমিও ক্লিনিক এজেন্ট সিং কোম্পানির জন্য অভিজ্ঞ ও দিভিন্ন ক্লিনিক্যাল, ইলেকট্রিশিয়ান ও ৫ সিকিউরিটি গার্ড আবশ্যক। ক-৩/১-সি, লেভেল-৩, বসুন্ধরা আ/এ রোড, ঢাকা। xyxy=(34,271,238,327)
ad-text: প্লট বিক্রয় : রাজউক ঝিলমিল ও পূর্বাচল থেকে সেক্টর রোডের সাইডের প্লট বিক্রয় হবে। যোগাযোগ: ০১৭৫৫৪৪৩৫৫৮ xyxy=(704,242,909,284)
ad-text: আবশ্যক : ৮ম শ্রেণী অফিস পিয়ন, বয়স অনুর্ধ্ব ৩০ বছর, বেতন আলোচনা সাপেক্ষে। যোগাযোগ: ০১৭৯৫৮২১০২০ xyxy=(257,890,462,932)
ad-reference: সি: ৬১৩৯/১৭ xyxy=(628,606,685,618)
ad-text: আবশ্যক : গামেন্টস প্রতিষ্ঠানে অভিজ্ঞ সিভিল ইঞ্জিনিয়ার ও মার্চেন্ডাইজার আবশ্যক। যোগাযোগ: ০১৯৮২০১০১১০ xyxy=(257,1019,462,1060)
ad-text: বাড়ি বিক্রয় : দক্ষিণ বনশ্রীতে জমি সহ ৬ তলা বাড়ি বিক্রয় হবে। যোগাযোগ: ০১৫৫৫৭৫৫৪৮ xyxy=(481,1032,685,1059)
classified-ad xyxy=(256,175,463,267)
classified-ad xyxy=(32,346,240,410)
ad-text: বাড়ি বিক্রয় : সু-পরিকল্পিত ভাবে নির্মিত বাড়ি বিক্রয় হবে। যোগাযোগ: ০১৭১৫৫৫৫৪৫৪ xyxy=(928,356,1132,383)
ad-reference: সি: ৬২১২/১৭ xyxy=(1075,683,1132,695)
classified-ad xyxy=(32,1251,240,1315)
ad-text: নিয়োগ বিজ্ঞপ্তি : টেক্সটাইলের জন্য লোক লাগবে। রপ্তানি ডিজাইনার, বিশিষ্ট পুরুষ/মহিলা নিয়োগ হবে। ট্রেনিং এর ব্যবস্থা আছে। যোগাযোগ: ০১৭১৪৯০৬৪৫৫ xyxy=(34,492,238,548)
classified-ad xyxy=(256,630,463,695)
ad-reference: সি: ৬১৪০/১৭ xyxy=(628,541,685,553)
newspaper-logo xyxy=(1164,40,1536,129)
ad-text: মোবাইলে অনলাইন কোচিং/শিক্ষা গাইড : অনলাইন বিজ্ঞান ল্যাবরেটরি সেবা। Onlinesciencelaboratory.com xyxy=(1151,520,1356,561)
ad-reference: সি: ৬১৩০/১৭ xyxy=(628,848,685,860)
ad-text: প্লট বিক্রয় : ব্যক্তি দরকারে গুলশানের প্লট বিক্রয় হবে। যোগাযোগ: ০১৬৭৬৬৮৮৮৭৭ xyxy=(928,654,1132,681)
classified-ad xyxy=(703,559,910,623)
ucc-feature-item: Intensive ব্যাচ xyxy=(1377,1601,1537,1629)
ad-text: প্লট বিক্রয় : গাজীপুর, কোনাবাড়ী, রহমান সিটির রোড সংলগ্ন ৫ কাঠা প্লট বিক্রয় হবে। ০১৭২৮৬৫৪৬৯৭ xyxy=(704,869,909,910)
classified-ad xyxy=(479,979,687,1029)
ucc-feature-item: Special ব্যাচ xyxy=(1377,1629,1537,1656)
classified-ad xyxy=(256,267,463,346)
ad-reference: সি: ৬২০৯/১৭ xyxy=(404,1304,462,1316)
classified-ad xyxy=(926,700,1134,765)
du-department: তথ্যবিজ্ঞান ও গ্রন্থাগার ব্যবস্থাপনা বিভাগ xyxy=(1163,1942,1369,1957)
ucc-feature-item: AC Class Room xyxy=(1377,1416,1537,1437)
